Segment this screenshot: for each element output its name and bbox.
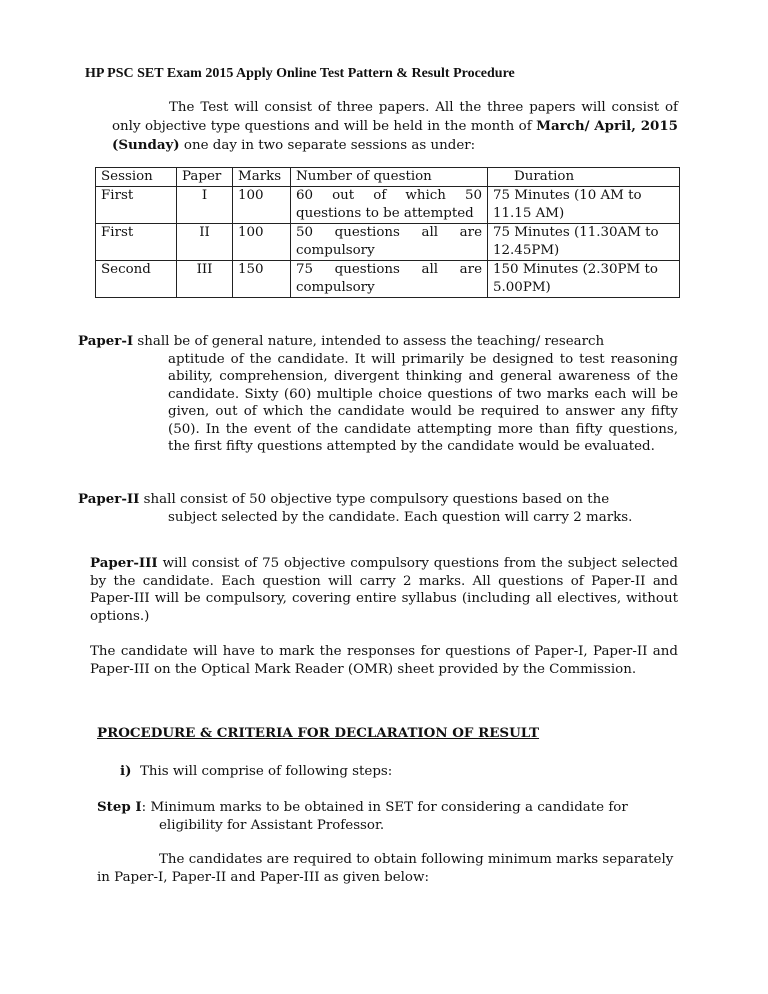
header-marks: Marks [233, 168, 291, 187]
step1-label: Step I [97, 799, 142, 815]
steps-intro [120, 763, 392, 779]
paper2-label: Paper-II [78, 491, 140, 507]
omr-paragraph: The candidate will have to mark the responses for questions of Paper-I, Paper-II and Paper-III on the Optical Mark Reader (OMR) sheet provided by the Commission. [90, 644, 678, 677]
paper1-paragraph [78, 333, 678, 456]
document-title: HP PSC SET Exam 2015 Apply Online Test Pattern & Result Procedure [85, 66, 515, 81]
paper1-lead: shall be of general nature, intended to assess the teaching/ research [133, 334, 605, 349]
paper3-label: Paper-III [90, 555, 158, 571]
cell-paper: II [177, 224, 233, 261]
step1-lead: : Minimum marks to be obtained in SET for considering a candidate for [141, 800, 628, 815]
paper3-paragraph [90, 555, 678, 625]
candidates-paragraph [97, 851, 687, 886]
cell-paper: III [177, 261, 233, 298]
cell-duration: 75 Minutes (11.30AM to 12.45PM) [488, 224, 680, 261]
cell-questions: 60 out of which 50 questions to be attempted [291, 187, 488, 224]
candidates-text: The candidates are required to obtain following minimum marks separately in Paper-I, Paper-II and Paper-III as given below: [97, 852, 674, 885]
paper2-lead: shall consist of 50 objective type compulsory questions based on the [139, 492, 610, 507]
cell-marks: 100 [233, 187, 291, 224]
header-questions: Number of question [291, 168, 488, 187]
header-session: Session [96, 168, 177, 187]
header-paper: Paper [177, 168, 233, 187]
steps-marker: i) [120, 763, 132, 779]
intro-paragraph [112, 99, 678, 155]
step1-paragraph [97, 799, 687, 834]
cell-questions: 75 questions all are compulsory [291, 261, 488, 298]
paper1-rest: aptitude of the candidate. It will primarily be designed to test reasoning ability, comprehension, divergent thinking and general awareness of the candidate. Sixty (60) multiple choice questions of two marks each will be given, out of which the candidate would be required to answer any fifty (50). In the event of the candidate attempting more than fifty questions, the first fifty questions attempted by the candidate would be evaluated. [168, 351, 678, 454]
intro-text: The Test will consist of three papers. All the three papers will consist of only objective type questions and will be held in the month of [112, 100, 678, 134]
intro-bold-date: March/ April, 2015 (Sunday) [112, 118, 679, 153]
steps-intro-text: This will comprise of following steps: [139, 764, 393, 779]
paper2-paragraph [78, 491, 678, 526]
cell-marks: 150 [233, 261, 291, 298]
sessions-table [95, 167, 680, 298]
table-header-row [96, 168, 680, 187]
cell-duration: 150 Minutes (2.30PM to 5.00PM) [488, 261, 680, 298]
table-row [96, 224, 680, 261]
cell-paper: I [177, 187, 233, 224]
result-procedure-heading: PROCEDURE & CRITERIA FOR DECLARATION OF RESULT [97, 725, 540, 741]
step1-rest: eligibility for Assistant Professor. [159, 817, 385, 833]
header-duration: Duration [488, 168, 680, 187]
cell-questions: 50 questions all are compulsory [291, 224, 488, 261]
table-row [96, 261, 680, 298]
paper2-rest: subject selected by the candidate. Each question will carry 2 marks. [168, 509, 633, 525]
cell-duration: 75 Minutes (10 AM to 11.15 AM) [488, 187, 680, 224]
cell-session: Second [96, 261, 177, 298]
intro-tail: one day in two separate sessions as under: [179, 138, 476, 153]
paper1-label: Paper-I [78, 333, 134, 349]
paper3-text: will consist of 75 objective compulsory questions from the subject selected by the candidate. Each question will carry 2 marks. All questions of Paper-II and Paper-III will be compulsory, covering entire syllabus (including all electives, without options.) [90, 556, 678, 624]
table-row [96, 187, 680, 224]
cell-session: First [96, 187, 177, 224]
cell-session: First [96, 224, 177, 261]
cell-marks: 100 [233, 224, 291, 261]
